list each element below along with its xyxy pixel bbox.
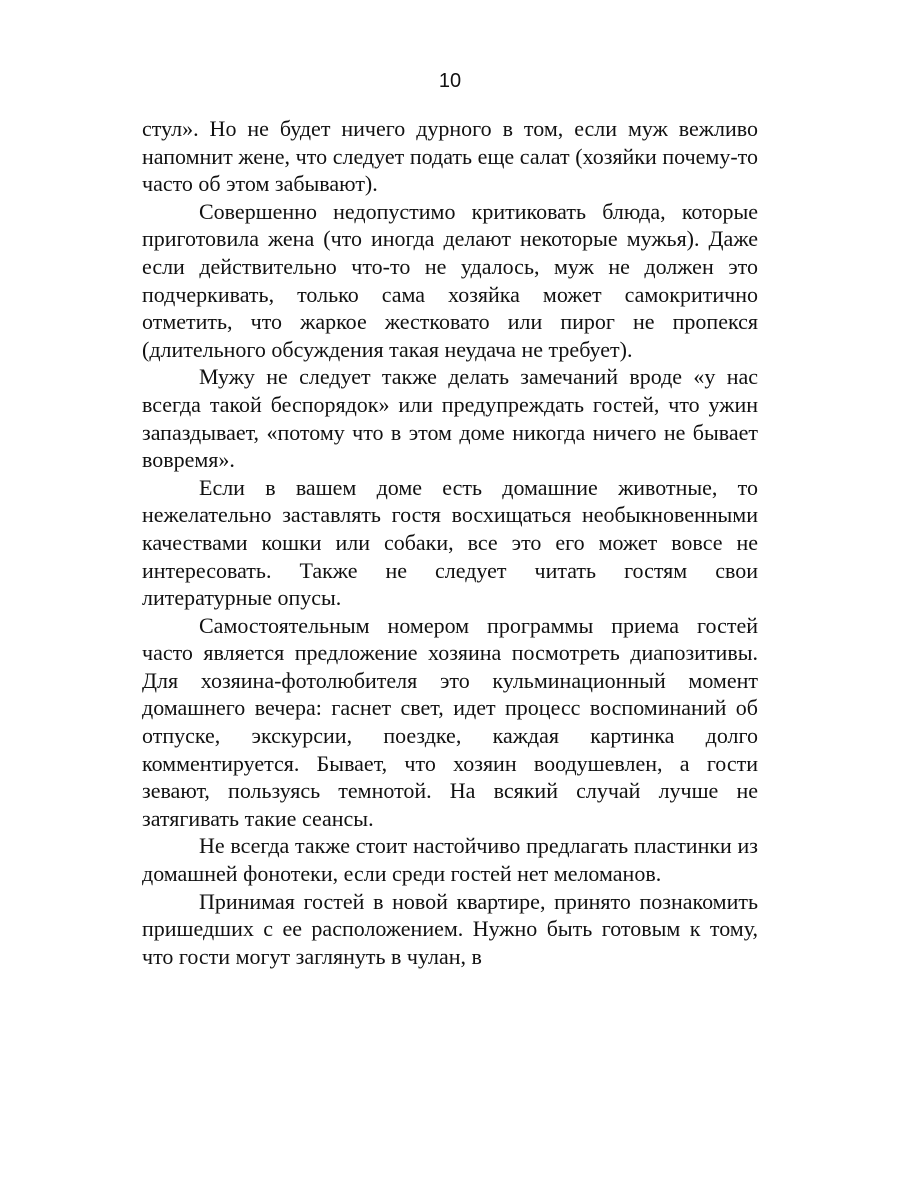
page-number: 10 xyxy=(438,70,462,92)
body-text xyxy=(142,115,758,970)
paragraph-pets: Если в вашем доме есть домашние животные, то нежелательно заставлять гостя восхищаться необыкновенными качествами кошки или собаки, все это его может вовсе не интересовать. Также не следует читать гостям свои литературные опусы. xyxy=(142,474,758,611)
paragraph-continuation: стул». Но не будет ничего дурного в том, если муж вежливо напомнит жене, что следует подать еще салат (хозяйки почему-то часто об этом забывают). xyxy=(142,116,758,197)
paragraph-slides: Самостоятельным номером программы приема гостей часто является предложение хозяина посмотреть диапозитивы. Для хозяина-фотолюбителя это кульминационный момент домашнего вечера: гаснет свет, идет процесс воспоминаний об отпуске, экскурсии, поездке, каждая картинка долго комментируется. Бывает, что хозяин воодушевлен, а гости зевают, пользуясь темнотой. На всякий случай лучше не затягивать такие сеансы. xyxy=(142,612,758,831)
paragraph-criticism: Совершенно недопустимо критиковать блюда, которые приготовила жена (что иногда делают некоторые мужья). Даже если действительно что-то не удалось, муж не должен это подчеркивать, только сама хозяйка может самокритично отметить, что жаркое жестковато или пирог не пропекся (длительного обсуждения такая неудача не требует). xyxy=(142,198,758,362)
paragraph-records: Не всегда также стоит настойчиво предлагать пластинки из домашней фонотеки, если среди гостей нет меломанов. xyxy=(142,833,758,887)
paragraph-remarks: Мужу не следует также делать замечаний вроде «у нас всегда такой беспорядок» или предупреждать гостей, что ужин запаздывает, «потому что в этом доме никогда ничего не бывает вовремя». xyxy=(142,364,758,473)
paragraph-new-apartment: Принимая гостей в новой квартире, принято познакомить пришедших с ее расположением. Нужно быть готовым к тому, что гости могут заглянуть в чулан, в xyxy=(142,888,758,969)
